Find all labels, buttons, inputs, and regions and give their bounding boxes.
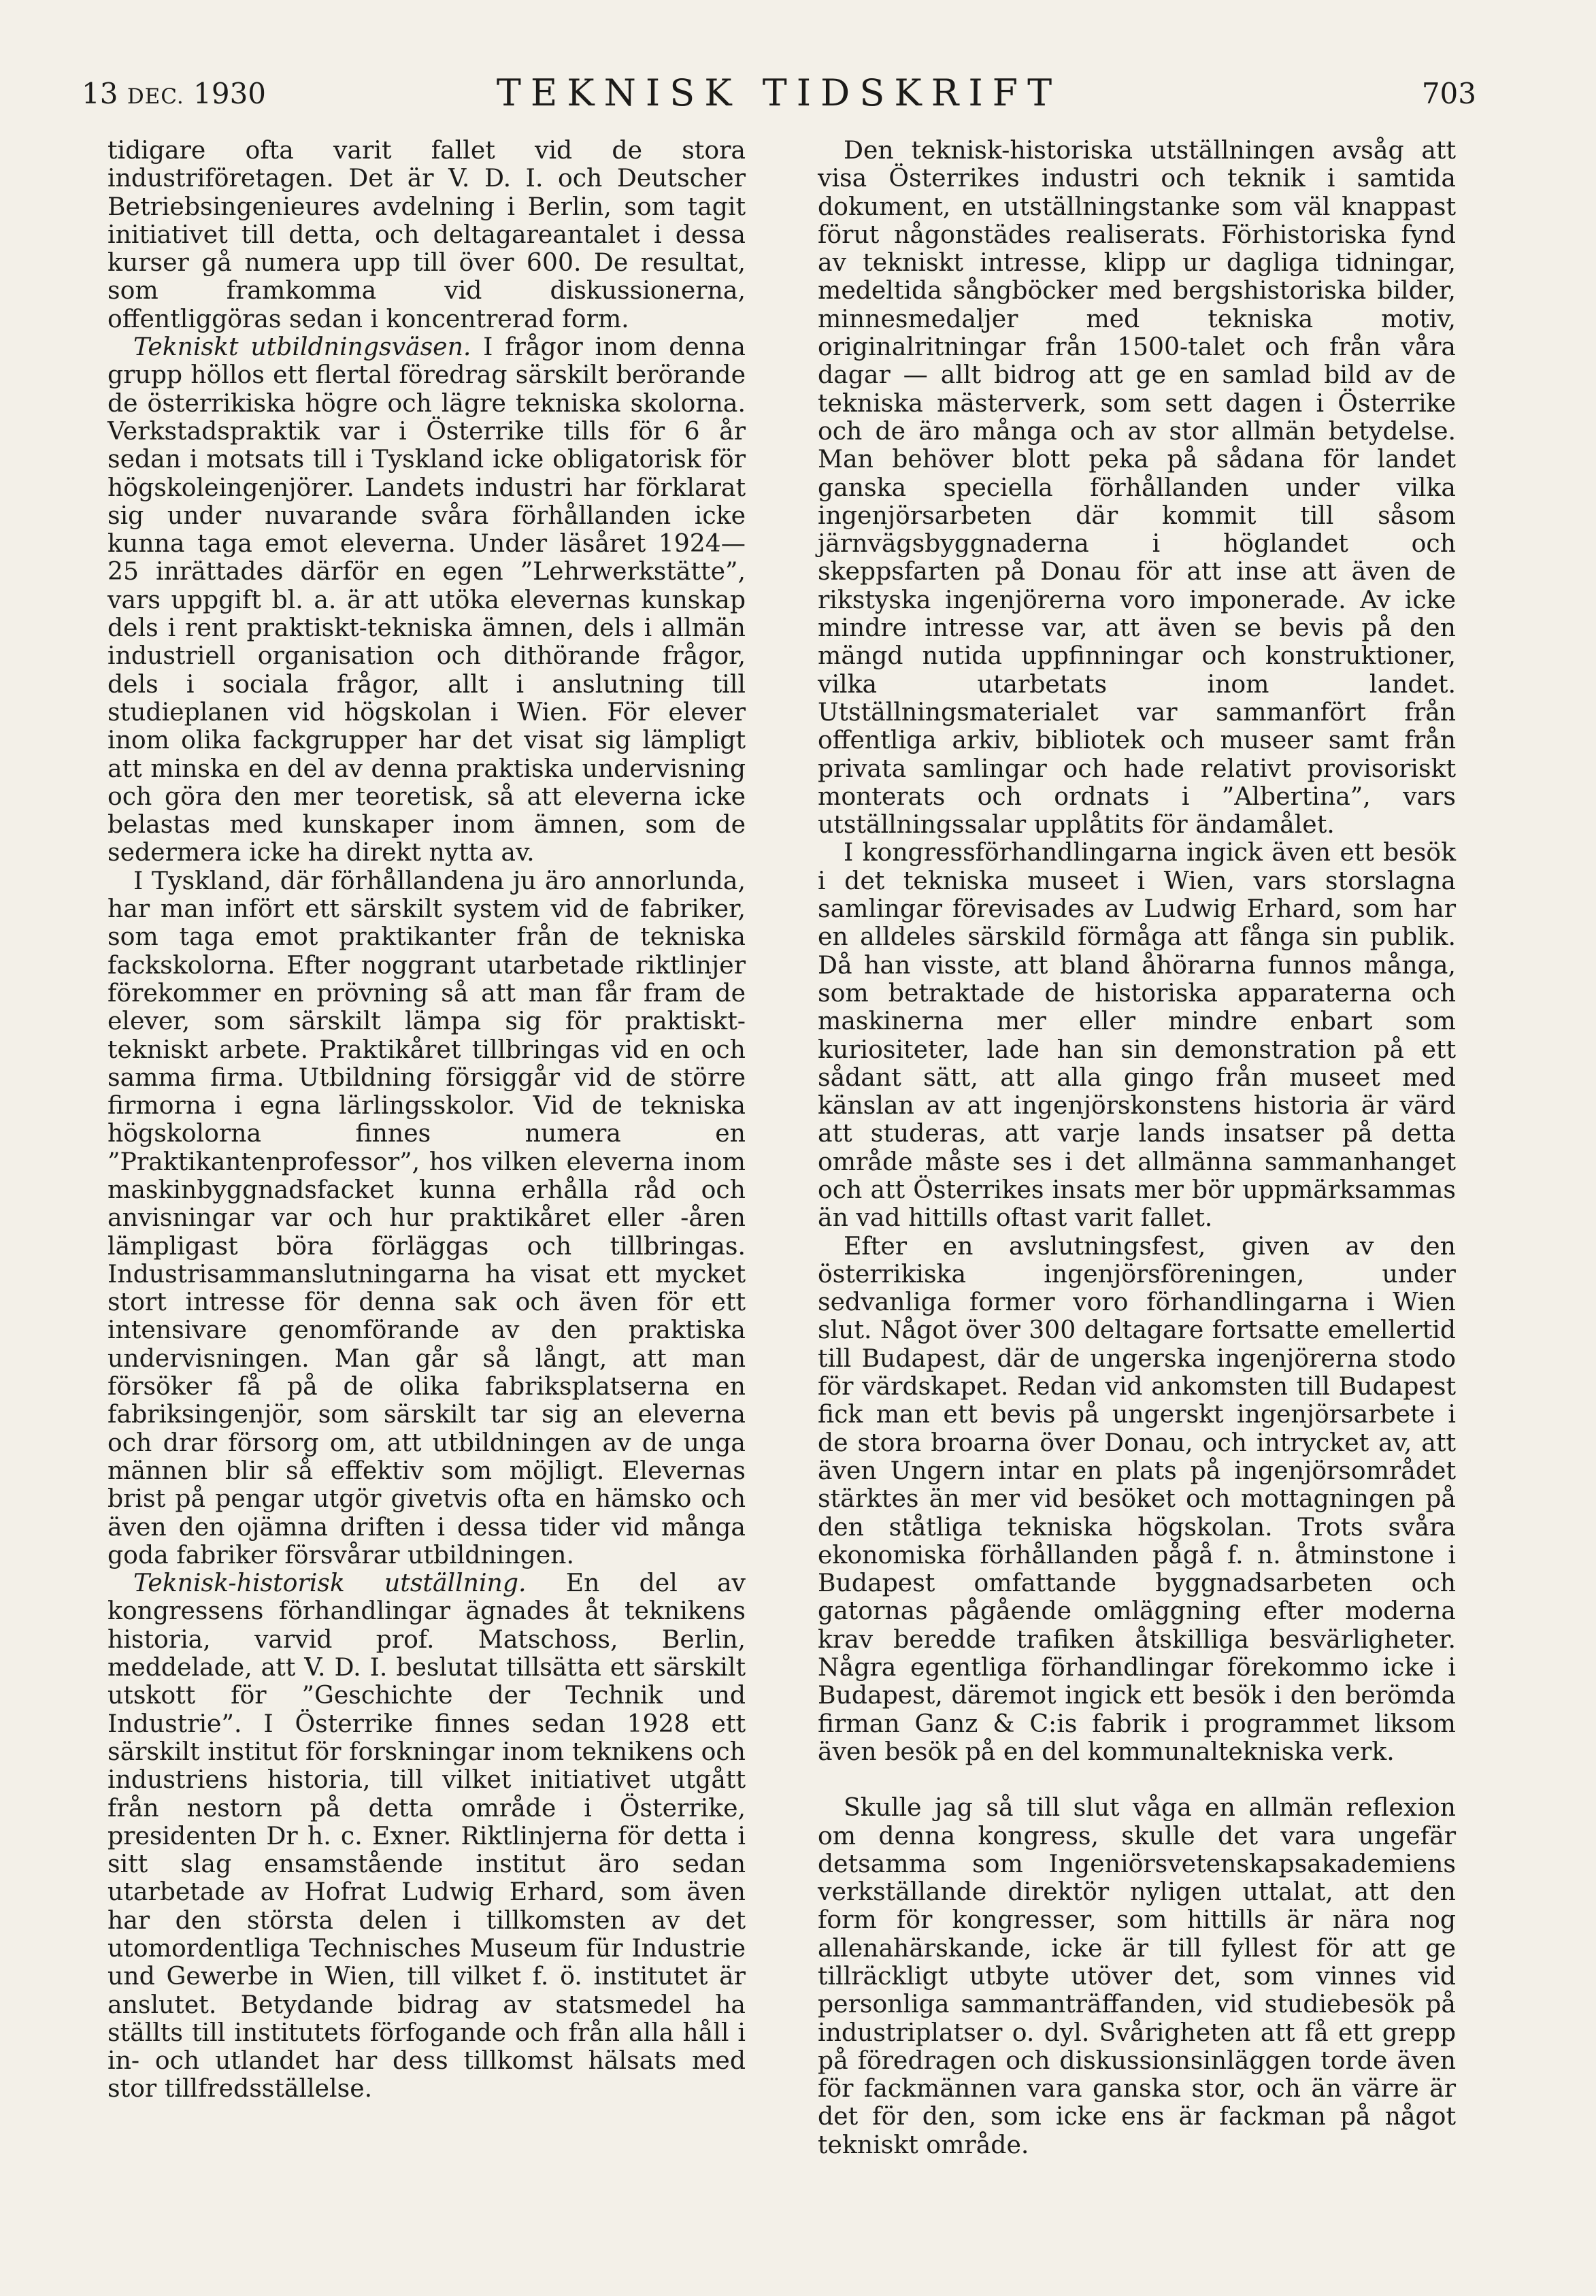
paragraph-conclusion: Skulle jag så till slut våga en allmän reflexion om denna kongress, skulle det vara ungefär detsamma som Ingeniörsvetenskapsakademiens verkställande direktör nyligen uttalat, att den form för kongresser, som hittills är nära nog allenahärskande, icke är till fyllest för att ge tillräckligt utbyte utöver det, som vinnes vid personliga sammanträffanden, vid studiebesök på industriplatser o. dyl. Svårigheten att få ett grepp på föredragen och diskussionsinläggen torde även för fackmännen vara ganska stor, och än värre är det för den, som icke ens är fackman på något tekniskt område.: [818, 1793, 1456, 2159]
paragraph: I kongressförhandlingarna ingick även ett besök i det tekniska museet i Wien, vars storslagna samlingar förevisades av Ludwig Erhard, som har en alldeles särskild förmåga att fånga sin publik. Då han visste, att bland åhörarna funnos många, som betraktade de historiska apparaterna och maskinerna mer eller mindre enbart som kuriositeter, lade han sin demonstration på ett sådant sätt, att alla gingo från museet med känslan av att ingenjörskonstens historia är värd att studeras, att varje lands insatser på detta område måste ses i det allmänna sammanhanget och att Österrikes insats mer bör uppmärksammas än vad hittills oftast varit fallet.: [818, 837, 1456, 1233]
page-header: [82, 71, 1476, 119]
page-number: 703: [1421, 77, 1476, 110]
date-month: DEC.: [127, 84, 184, 109]
paragraph-text: I frågor inom denna grupp höllos ett flertal föredrag särskilt berörande de österrikiska högre och lägre tekniska skolorna. Verkstadspraktik var i Österrike tills för 6 år sedan i motsats till i Tyskland icke obligatorisk för högskoleingenjörer. Landets industri har förklarat sig under nuvarande svåra förhållanden icke kunna taga emot eleverna. Under läsåret 1924—25 inrättades därför en egen ”Lehrwerkstätte”, vars uppgift bl. a. är att utöka elevernas kunskap dels i rent praktiskt-tekniska ämnen, dels i allmän industriell organisation och dithörande frågor, dels i sociala frågor, allt i anslutning till studieplanen vid högskolan i Wien. För elever inom olika fackgrupper har det visat sig lämpligt att minska en del av denna praktiska undervisning och göra den mer teoretisk, så att eleverna icke belastas med kunskaper inom ämnen, som de sedermera icke ha direkt nytta av.: [107, 332, 746, 867]
journal-title: TEKNISK TIDSKRIFT: [496, 71, 1062, 114]
date-day: 13: [82, 77, 118, 110]
paragraph-tekniskt-utbildningsvasen: [107, 333, 746, 867]
date-year: 1930: [193, 77, 267, 110]
paragraph: tidigare ofta varit fallet vid de stora industriföretagen. Det är V. D. I. och Deutscher Betriebsingenieures avdelning i Berlin, som tagit initiativet till detta, och deltagareantalet i dessa kurser gå numera upp till över 600. De resultat, som framkomma vid diskussionerna, offentliggöras sedan i koncentrerad form.: [107, 135, 746, 333]
paragraph-teknisk-historisk-utstallning: [107, 1569, 746, 2103]
paragraph: Efter en avslutningsfest, given av den österrikiska ingenjörsföreningen, under sedvanliga former voro förhandlingarna i Wien slut. Något över 300 deltagare fortsatte emellertid till Budapest, där de ungerska ingenjörerna stodo för värdskapet. Redan vid ankomsten till Budapest fick man ett bevis på ungerskt ingenjörsarbete i de stora broarna över Donau, och intrycket av, att även Ungern intar en plats på ingenjörsområdet stärktes än mer vid besöket och mottagningen på den ståtliga tekniska högskolan. Trots svåra ekonomiska förhållanden pågå f. n. åtminstone i Budapest omfattande byggnadsarbeten och gatornas pågående omläggning efter moderna krav beredde trafiken åtskilliga besvärligheter. Några egentliga förhandlingar förekommo icke i Budapest, däremot ingick ett besök i den berömda firman Ganz & C:is fabrik i programmet liksom även besök på en del kommunaltekniska verk.: [818, 1231, 1456, 1766]
paragraph: I Tyskland, där förhållandena ju äro annorlunda, har man infört ett särskilt system vid de fabriker, som taga emot praktikanter från de tekniska fackskolorna. Efter noggrant utarbetade riktlinjer förekommer en prövning så att man får fram de elever, som särskilt lämpa sig för praktiskt-tekniskt arbete. Praktikåret tillbringas vid en och samma firma. Utbildning försiggår vid de större firmorna i egna lärlingsskolor. Vid de tekniska högskolorna finnes numera en ”Praktikantenprofessor”, hos vilken eleverna inom maskinbyggnadsfacket kunna erhålla råd och anvisningar var och hur praktikåret eller -åren lämpligast böra förläggas och tillbringas. Industrisammanslutningarna ha visat ett mycket stort intresse för denna sak och även för ett intensivare genomförande av den praktiska undervisningen. Man går så långt, att man försöker få på de olika fabriksplatserna en fabriksingenjör, som särskilt tar sig an eleverna och drar försorg om, att utbildningen av de unga männen blir så effektiv som möjligt. Elevernas brist på pengar utgör givetvis ofta en hämsko och även den ojämna driften i dessa tider vid många goda fabriker försvårar utbildningen.: [107, 865, 746, 1569]
section-heading: Teknisk-historisk utställning.: [133, 1568, 527, 1598]
paragraph-text: En del av kongressens förhandlingar ägnades åt teknikens historia, varvid prof. Matschoss, Berlin, meddelade, att V. D. I. beslutat tillsätta ett särskilt utskott för ”Geschichte der Technik und Industrie”. I Österrike finnes sedan 1928 ett särskilt institut för forskningar inom teknikens och industriens historia, till vilket initiativet utgått från nestorn på detta område i Österrike, presidenten Dr h. c. Exner. Riktlinjerna för detta i sitt slag ensamstående institut äro sedan utarbetade av Hofrat Ludwig Erhard, som även har den största delen i tillkomsten av det utomordentliga Technisches Museum für Industrie und Gewerbe in Wien, till vilket f. ö. institutet är anslutet. Betydande bidrag av statsmedel ha ställts till institutets förfogande och från alla håll i in- och utlandet har dess tillkomst hälsats med stor tillfredsställelse.: [107, 1568, 746, 2103]
section-heading: Tekniskt utbildningsväsen.: [133, 332, 471, 362]
left-column: [107, 136, 746, 2103]
paragraph: Den teknisk-historiska utställningen avsåg att visa Österrikes industri och teknik i samtida dokument, en utställningstanke som väl knappast förut någonstädes realiserats. Förhistoriska fynd av tekniskt intresse, klipp ur dagliga tidningar, medeltida sångböcker med bergshistoriska bilder, minnesmedaljer med tekniska motiv, originalritningar från 1500-talet och från våra dagar — allt bidrog att ge en samlad bild av de tekniska mästerverk, som sett dagen i Österrike och de äro många och av stor allmän betydelse. Man behöver blott peka på sådana för landet ganska speciella förhållanden under vilka ingenjörsarbeten där kommit till såsom järnvägsbyggnaderna i höglandet och skeppsfarten på Donau för att inse att även de rikstyska ingenjörerna voro imponerade. Av icke mindre intresse var, att även se bevis på den mängd nutida uppfinningar och konstruktioner, vilka utarbetats inom landet. Utställningsmaterialet var sammanfört från offentliga arkiv, bibliotek och museer samt från privata samlingar och hade relativt provisoriskt monterats och ordnats i ”Albertina”, vars utställningssalar upplåtits för ändamålet.: [818, 135, 1456, 839]
right-column: [818, 136, 1456, 2159]
